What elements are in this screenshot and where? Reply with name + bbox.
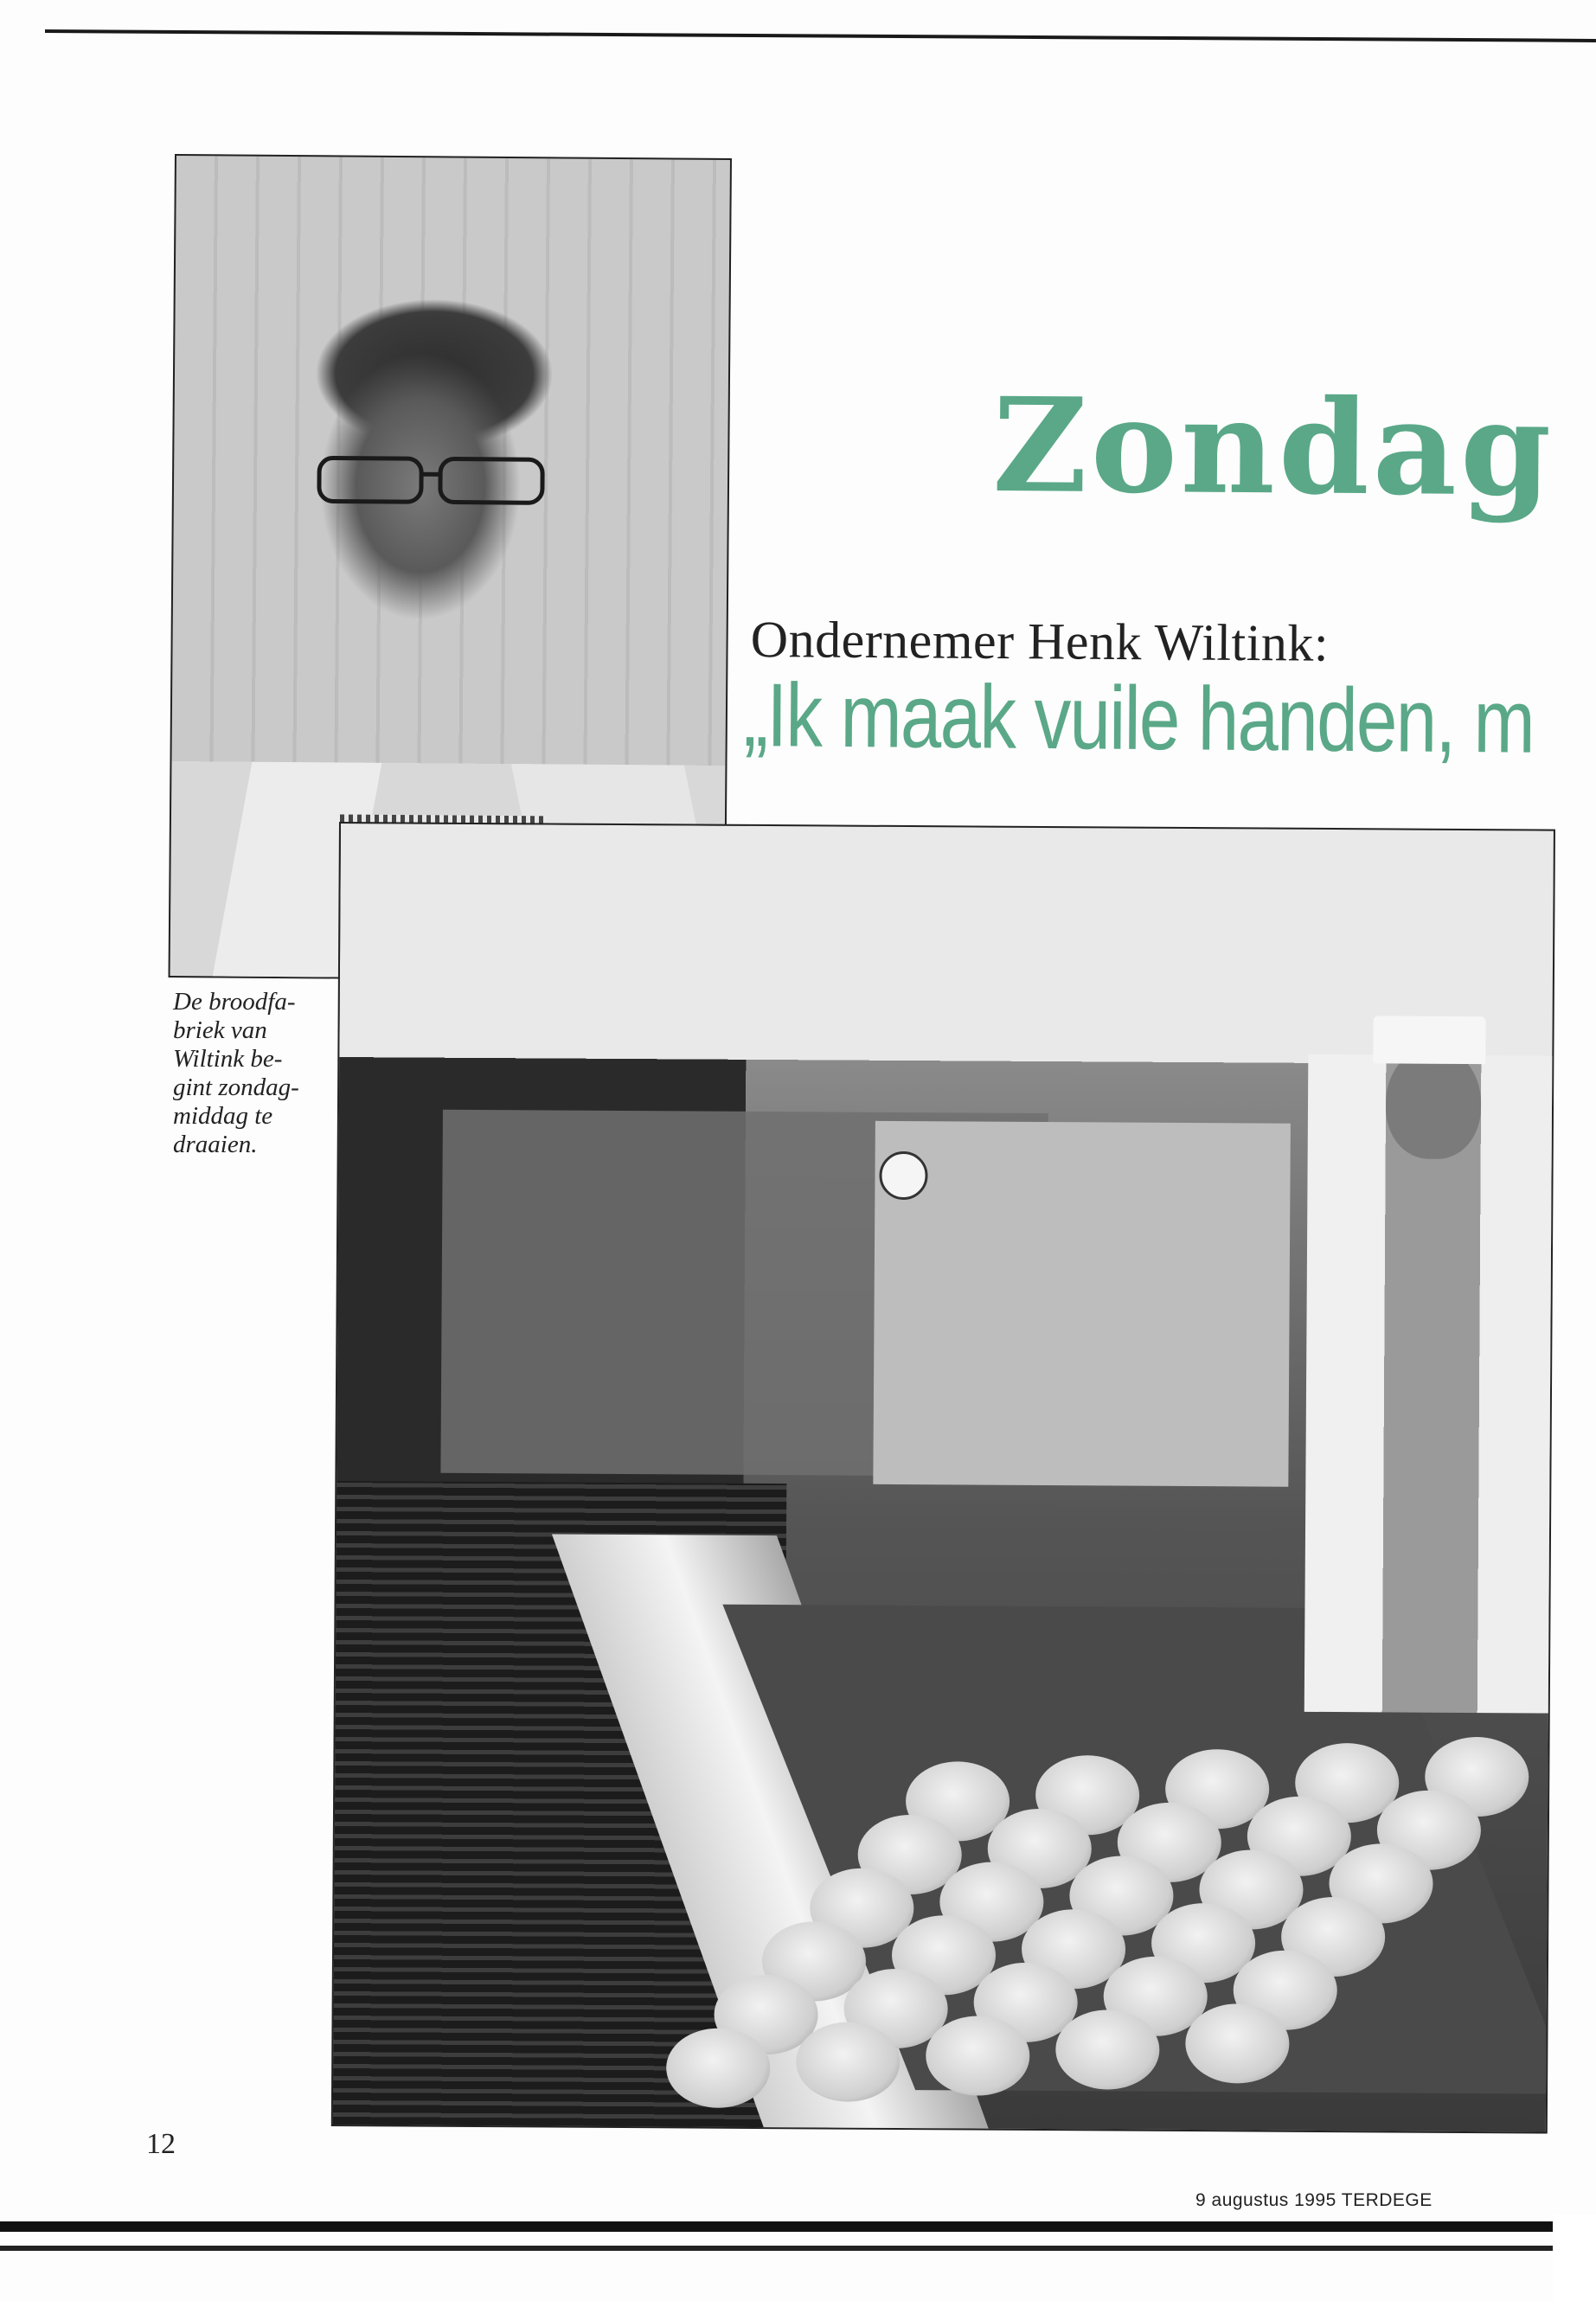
portrait-glasses [302, 452, 561, 508]
page-bottom-rule-secondary [0, 2246, 1553, 2251]
article-subtitle: Ondernemer Henk Wiltink: [750, 611, 1330, 672]
bread-roll [666, 2028, 771, 2108]
caption-line: briek van [173, 1016, 267, 1044]
page-top-rule [45, 29, 1596, 42]
photo-caption [173, 988, 324, 1159]
bread-roll [1055, 2009, 1160, 2090]
caption-line: draaien. [173, 1131, 258, 1158]
article-quote: „Ik maak vuile handen, m [743, 665, 1535, 772]
caption-line: middag te [173, 1102, 273, 1130]
page-bottom-rule [0, 2221, 1553, 2232]
factory-worker-hat [1373, 1016, 1485, 1064]
bread-roll [926, 2016, 1030, 2096]
bread-factory-photo [331, 822, 1555, 2134]
bread-roll [1185, 2003, 1290, 2084]
page-number: 12 [146, 2128, 176, 2160]
bread-roll [796, 2022, 901, 2102]
caption-line: gint zondag- [173, 1074, 299, 1101]
article-title: Zondag [991, 369, 1555, 526]
page-footer: 9 augustus 1995 TERDEGE [1195, 2190, 1433, 2210]
scan-margin [1553, 2214, 1596, 2301]
caption-line: De broodfa- [173, 988, 296, 1016]
caption-line: Wiltink be- [173, 1045, 283, 1073]
